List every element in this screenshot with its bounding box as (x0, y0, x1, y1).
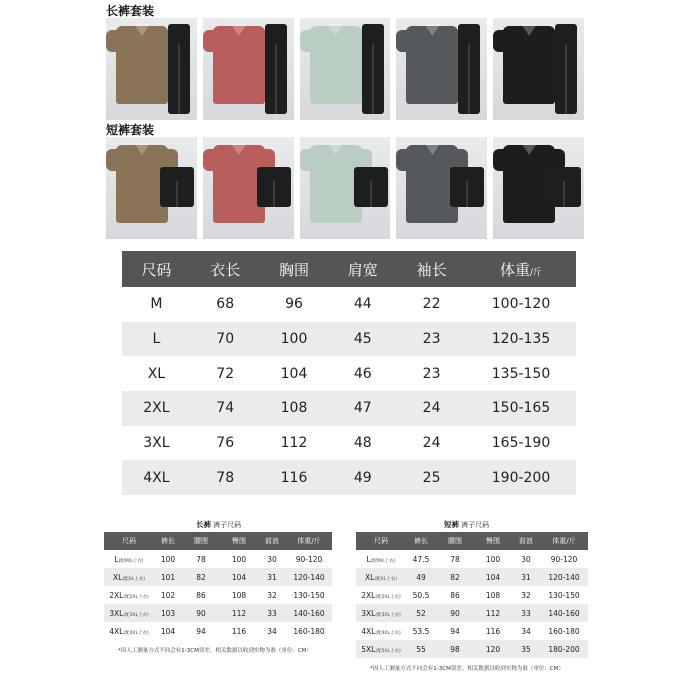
value-cell: 49 (406, 568, 436, 586)
table-row (104, 568, 332, 586)
long-set-label: 长裤套装 (106, 4, 155, 18)
value-cell: 46 (353, 365, 372, 382)
header-cell: 前浪 (258, 532, 286, 550)
value-cell: 82 (436, 568, 474, 586)
size-cell: L (122, 322, 191, 357)
long-pants-footnote: *因人工测量方式不同会有1-3CM误差。相关数据以收到实物为准（单位：CM） (118, 648, 312, 654)
table-row (122, 287, 576, 322)
shorts-size-table (356, 532, 588, 658)
header-cell: 臀围 (474, 532, 512, 550)
long-pants-title-bold: 长裤 (196, 520, 211, 529)
product-photo (493, 137, 584, 239)
value-cell: 96 (285, 296, 303, 313)
table-row (356, 568, 588, 586)
value-cell: 90-120 (550, 554, 578, 564)
value-cell: 23 (422, 365, 441, 382)
table-header-row (356, 532, 588, 550)
header-cell: 衣长 (191, 251, 260, 287)
value-cell: 150-165 (466, 391, 576, 426)
header-cell: 腰围 (436, 532, 474, 550)
table-row (122, 460, 576, 495)
value-cell: 23 (397, 322, 466, 357)
table-row (356, 604, 588, 622)
value-cell: 68 (216, 296, 235, 313)
value-cell: 90-120 (295, 554, 323, 564)
value-cell: 74 (191, 391, 260, 426)
value-cell: 34 (521, 626, 531, 636)
size-cell: M (150, 296, 163, 313)
table-row (104, 622, 332, 640)
size-label: 3XL (109, 608, 124, 618)
size-label: L (366, 554, 371, 564)
header-cell: 尺码 (104, 532, 154, 550)
value-cell: 165-190 (491, 435, 551, 452)
value-cell: 49 (328, 460, 397, 495)
value-cell: 160-180 (548, 626, 580, 636)
shorts-image (257, 167, 291, 207)
value-cell: 82 (182, 568, 220, 586)
shirt-size-table (122, 251, 576, 495)
product-photo (106, 137, 197, 239)
product-photo (106, 18, 197, 120)
header-cell: 前浪 (512, 532, 540, 550)
value-cell: 30 (521, 554, 531, 564)
value-cell: 116 (485, 626, 501, 636)
size-cell (356, 604, 406, 622)
value-cell: 130-150 (293, 590, 325, 600)
value-cell: 86 (450, 590, 460, 600)
value-cell: 140-160 (540, 604, 588, 622)
size-cell (356, 622, 406, 640)
shorts-title-rest: 裤子尺码 (461, 521, 490, 529)
size-label: 5XL (361, 644, 376, 654)
size-note: (配4XL上衣) (123, 630, 149, 636)
table-row (104, 586, 332, 604)
value-cell: 108 (485, 590, 501, 600)
value-cell: 120 (474, 640, 512, 658)
value-cell: 55 (406, 640, 436, 658)
size-cell (104, 622, 154, 640)
header-cell: 尺码 (356, 532, 406, 550)
long-pants-image (265, 24, 287, 114)
value-cell: 72 (216, 365, 235, 382)
value-cell: 108 (260, 391, 329, 426)
size-note: (配4XL上衣) (375, 630, 401, 636)
size-note: (配2XL上衣) (375, 594, 401, 600)
size-cell: 4XL (122, 460, 191, 495)
value-cell: 90 (182, 604, 220, 622)
size-note: (配5XL上衣) (375, 648, 401, 654)
value-cell: 76 (216, 435, 235, 452)
value-cell: 94 (450, 626, 460, 636)
value-cell: 31 (512, 568, 540, 586)
shorts-title-bold: 短裤 (444, 520, 459, 529)
size-cell (104, 550, 154, 568)
size-cell: 2XL (122, 391, 191, 426)
value-cell: 120-135 (466, 322, 576, 357)
shirt-swatch (503, 26, 555, 104)
table-row (104, 604, 332, 622)
size-note: (配XL上衣) (122, 576, 145, 582)
value-cell: 33 (258, 604, 286, 622)
value-cell: 116 (260, 460, 329, 495)
long-pants-image (362, 24, 384, 114)
value-cell: 100 (485, 554, 501, 564)
long-pants-table-title (196, 519, 241, 530)
value-cell: 130-150 (548, 590, 580, 600)
value-cell: 103 (154, 604, 182, 622)
shorts-image (450, 167, 484, 207)
size-note: (配M/L上衣) (370, 558, 396, 564)
shorts-image (160, 167, 194, 207)
header-weight-label: 体重 (552, 537, 567, 545)
size-cell (104, 586, 154, 604)
value-cell: 140-160 (286, 604, 332, 622)
value-cell: 108 (231, 590, 247, 600)
size-note: (配2XL上衣) (123, 594, 149, 600)
header-cell: 肩宽 (328, 251, 397, 287)
value-cell: 35 (512, 640, 540, 658)
size-label: L (114, 554, 119, 564)
shorts-table-title (444, 519, 489, 530)
value-cell: 32 (521, 590, 531, 600)
size-cell: 3XL (143, 435, 170, 452)
long-set-photos (106, 18, 584, 120)
table-row (122, 426, 576, 461)
size-cell (356, 640, 406, 658)
header-cell: 胸围 (260, 251, 329, 287)
product-photo (300, 18, 391, 120)
size-label: 2XL (361, 590, 376, 600)
value-cell: 116 (231, 626, 247, 636)
product-photo (203, 18, 294, 120)
table-row (356, 586, 588, 604)
header-cell: 臀围 (220, 532, 258, 550)
value-cell: 53.5 (412, 626, 430, 636)
value-cell: 33 (512, 604, 540, 622)
size-label: 4XL (361, 626, 376, 636)
table-header-row (104, 532, 332, 550)
value-cell: 112 (220, 604, 258, 622)
shirt-swatch (116, 26, 168, 104)
shirt-swatch (213, 26, 265, 104)
value-cell: 120-140 (286, 568, 332, 586)
header-cell-weight (286, 532, 332, 550)
table-row (356, 640, 588, 658)
value-cell: 120-140 (540, 568, 588, 586)
header-cell: 裤长 (406, 532, 436, 550)
header-cell: 腰围 (182, 532, 220, 550)
value-cell: 100 (160, 554, 176, 564)
value-cell: 24 (397, 391, 466, 426)
header-cell: 尺码 (122, 251, 191, 287)
shirt-swatch (406, 26, 458, 104)
value-cell: 50.5 (412, 590, 430, 600)
value-cell: 78 (450, 554, 460, 564)
value-cell: 45 (328, 322, 397, 357)
size-label: 2XL (109, 590, 124, 600)
size-note: (配3XL上衣) (375, 612, 401, 618)
table-header-row (122, 251, 576, 287)
size-note: (配3XL上衣) (123, 612, 149, 618)
header-cell: 裤长 (154, 532, 182, 550)
shorts-image (547, 167, 581, 207)
value-cell: 94 (196, 626, 206, 636)
product-photo (493, 18, 584, 120)
size-label: 3XL (361, 608, 376, 618)
header-cell-weight (540, 532, 588, 550)
value-cell: 104 (160, 626, 176, 636)
value-cell: 112 (474, 604, 512, 622)
size-cell (104, 568, 154, 586)
size-note: (配M/L上衣) (118, 558, 144, 564)
value-cell: 160-180 (293, 626, 325, 636)
value-cell: 135-150 (491, 365, 551, 382)
header-cell-weight (466, 251, 576, 287)
value-cell: 112 (280, 435, 308, 452)
value-cell: 100-120 (491, 296, 551, 313)
value-cell: 104 (474, 568, 512, 586)
value-cell: 78 (191, 460, 260, 495)
value-cell: 180-200 (540, 640, 588, 658)
value-cell: 25 (397, 460, 466, 495)
value-cell: 190-200 (466, 460, 576, 495)
value-cell: 90 (436, 604, 474, 622)
weight-unit: /斤 (566, 537, 576, 545)
short-set-photos (106, 137, 584, 239)
value-cell: 32 (267, 590, 277, 600)
value-cell: 70 (191, 322, 260, 357)
value-cell: 98 (436, 640, 474, 658)
long-pants-size-table (104, 532, 332, 640)
value-cell: 47.5 (412, 554, 430, 564)
header-cell: 袖长 (397, 251, 466, 287)
size-cell (356, 586, 406, 604)
value-cell: 104 (220, 568, 258, 586)
size-note: (配XL上衣) (374, 576, 397, 582)
value-cell: 86 (196, 590, 206, 600)
weight-unit: /斤 (529, 267, 543, 278)
value-cell: 78 (196, 554, 206, 564)
header-weight-label: 体重 (297, 537, 312, 545)
value-cell: 48 (353, 435, 372, 452)
short-set-label: 短裤套装 (106, 123, 155, 137)
product-photo (396, 137, 487, 239)
header-weight-label: 体重 (499, 260, 530, 279)
long-pants-image (168, 24, 190, 114)
size-cell (356, 550, 406, 568)
value-cell: 31 (258, 568, 286, 586)
table-row (122, 322, 576, 357)
size-label: XL (365, 572, 375, 582)
size-cell (104, 604, 154, 622)
long-pants-image (458, 24, 480, 114)
size-cell: XL (147, 365, 166, 382)
size-label: XL (113, 572, 123, 582)
table-row (122, 356, 576, 391)
table-row (356, 622, 588, 640)
product-photo (203, 137, 294, 239)
value-cell: 44 (353, 296, 372, 313)
weight-unit: /斤 (311, 537, 321, 545)
value-cell: 104 (280, 365, 308, 382)
shorts-footnote: *因人工测量方式不同会有1-3CM误差。相关数据以收到实物为准（单位：CM） (370, 666, 564, 672)
table-row (104, 550, 332, 568)
value-cell: 52 (406, 604, 436, 622)
value-cell: 34 (267, 626, 277, 636)
product-photo (396, 18, 487, 120)
table-row (356, 550, 588, 568)
size-label: 4XL (109, 626, 124, 636)
size-cell (356, 568, 406, 586)
value-cell: 101 (154, 568, 182, 586)
value-cell: 102 (160, 590, 176, 600)
value-cell: 24 (422, 435, 441, 452)
long-pants-title-rest: 裤子尺码 (213, 521, 242, 529)
shirt-swatch (310, 26, 362, 104)
value-cell: 30 (267, 554, 277, 564)
value-cell: 100 (260, 322, 329, 357)
long-pants-image (555, 24, 577, 114)
value-cell: 22 (422, 296, 441, 313)
value-cell: 100 (231, 554, 247, 564)
table-row (122, 391, 576, 426)
product-photo (300, 137, 391, 239)
value-cell: 47 (328, 391, 397, 426)
shorts-image (354, 167, 388, 207)
